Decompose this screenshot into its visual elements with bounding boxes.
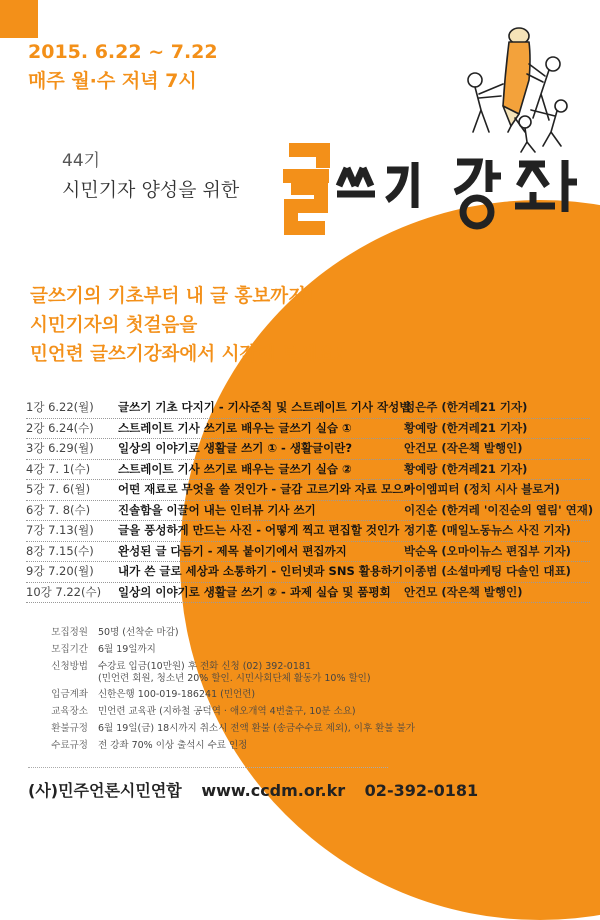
lecture-instructor: 안건모 (작은책 발행인) [404, 584, 523, 599]
lecture-row [26, 562, 596, 583]
info-label: 교육장소 [51, 706, 88, 717]
lecture-instructor: 황예랑 (한겨레21 기자) [404, 420, 528, 435]
lecture-session: 3강 6.29(월) [26, 441, 94, 455]
info-value-note: (민언련 회원, 청소년 20% 할인. 시민사회단체 활동가 10% 할인) [98, 673, 371, 684]
lecture-session: 5강 7. 6(월) [26, 482, 91, 496]
lecture-topic: 진솔함을 이끌어 내는 인터뷰 기사 쓰기 [118, 502, 316, 517]
cohort-label: 44기 [62, 151, 101, 171]
lecture-topic: 어떤 재료로 무엇을 쓸 것인가 - 글감 고르기와 자료 모으기 [118, 482, 415, 496]
info-label: 입금계좌 [51, 689, 88, 700]
lecture-row [26, 583, 596, 604]
info-label: 모집정원 [51, 627, 88, 638]
info-value: 민언련 교육관 (지하철 공덕역 · 애오개역 4번출구, 10분 소요) [98, 706, 356, 717]
lecture-instructor: 이종범 (소셜마케팅 다솔인 대표) [404, 564, 571, 578]
tagline-line: 글쓰기의 기초부터 내 글 홍보까지! [30, 286, 315, 307]
lecture-instructor: 정기훈 (매일노동뉴스 사진 기자) [404, 523, 571, 537]
lecture-row [26, 419, 596, 440]
lecture-topic: 완성된 글 다듬기 - 제목 붙이기에서 편집까지 [118, 543, 347, 558]
footer-divider [28, 767, 388, 768]
corner-accent-block [0, 0, 38, 38]
lecture-session: 1강 6.22(월) [26, 400, 94, 414]
lecture-session: 4강 7. 1(수) [26, 461, 91, 476]
lecture-row [26, 398, 596, 419]
lecture-instructor: 이진순 (한겨레 '이진순의 열림' 연재) [404, 502, 594, 517]
lecture-topic: 일상의 이야기로 생활글 쓰기 ② - 과제 실습 및 품평회 [118, 584, 391, 599]
course-schedule: 매주 월·수 저녁 7시 [28, 70, 197, 92]
info-label: 모집기간 [51, 644, 88, 655]
lecture-row [26, 521, 596, 542]
tagline-line: 민언련 글쓰기강좌에서 시작해 보세요! [30, 344, 344, 365]
lecture-instructor: 황예랑 (한겨레21 기자) [404, 461, 528, 476]
info-label: 신청방법 [51, 661, 88, 672]
lecture-topic: 글쓰기 기초 다지기 - 기사준칙 및 스트레이트 기사 작성법 [118, 400, 411, 414]
lecture-topic: 글을 풍성하게 만드는 사진 - 어떻게 찍고 편집할 것인가 [118, 523, 400, 537]
info-label: 환불규정 [51, 723, 88, 734]
lecture-topic: 내가 쓴 글로 세상과 소통하기 - 인터넷과 SNS 활용하기 [118, 564, 404, 578]
row-divider [26, 602, 590, 603]
lecture-session: 8강 7.15(수) [26, 543, 94, 558]
info-value: 전 강좌 70% 이상 출석시 수료 인정 [98, 740, 248, 751]
course-dates: 2015. 6.22 ~ 7.22 [28, 41, 218, 63]
info-value: 6월 19일(금) 18시까지 취소시 전액 환불 (송금수수료 제외), 이후 환불 불가 [98, 723, 415, 734]
lecture-instructor: 안건모 (작은책 발행인) [404, 441, 523, 455]
lecture-session: 9강 7.20(월) [26, 564, 94, 578]
tagline-line: 시민기자의 첫걸음을 [30, 315, 198, 336]
lecture-instructor: 박순옥 (오마이뉴스 편집부 기자) [404, 543, 571, 558]
info-value: 신한은행 100-019-186241 (민언련) [98, 689, 256, 700]
lecture-instructor: 아이엠피터 (정치 시사 블로거) [404, 482, 560, 496]
info-value: 6월 19일까지 [98, 644, 156, 655]
subtitle-block [62, 147, 239, 205]
lecture-session: 7강 7.13(월) [26, 523, 94, 537]
info-value: 수강료 입금(10만원) 후 전화 신청 (02) 392-0181 [98, 661, 311, 672]
page-title [283, 132, 583, 244]
lecture-row [26, 439, 596, 460]
footer-contact [28, 778, 492, 801]
lecture-session: 6강 7. 8(수) [26, 502, 91, 517]
lecture-row [26, 542, 596, 563]
lecture-topic: 스트레이트 기사 쓰기로 배우는 글쓰기 실습 ① [118, 420, 352, 435]
lecture-session: 10강 7.22(수) [26, 584, 102, 599]
course-period [28, 38, 218, 96]
lecture-row [26, 460, 596, 481]
lecture-session: 2강 6.24(수) [26, 420, 94, 435]
tagline [30, 282, 344, 369]
organization-name: (사)민주언론시민연합 [28, 781, 182, 800]
subtitle-text: 시민기자 양성을 위한 [62, 179, 240, 201]
info-value: 50명 (선착순 마감) [98, 627, 179, 638]
lecture-topic: 스트레이트 기사 쓰기로 배우는 글쓰기 실습 ② [118, 461, 352, 476]
info-label: 수료규정 [51, 740, 88, 751]
lecture-instructor: 정은주 (한겨레21 기자) [404, 400, 528, 414]
phone-number: 02-392-0181 [364, 781, 479, 800]
lecture-schedule [26, 398, 596, 603]
lecture-topic: 일상의 이야기로 생활글 쓰기 ① - 생활글이란? [118, 441, 353, 455]
lecture-row [26, 501, 596, 522]
lecture-row [26, 480, 596, 501]
website-link[interactable]: www.ccdm.or.kr [201, 781, 346, 800]
